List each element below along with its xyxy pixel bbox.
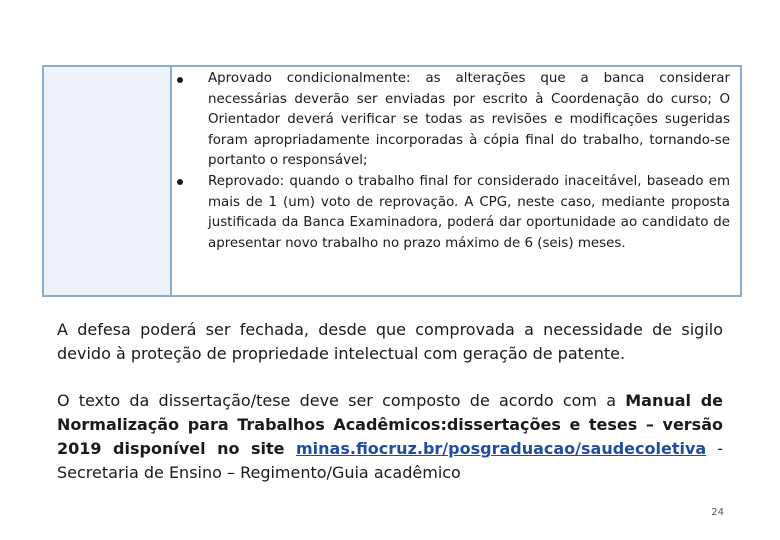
bullet-list (204, 69, 730, 254)
bullet-dot-icon (177, 77, 183, 83)
criteria-table (42, 65, 742, 297)
formatting-paragraph (57, 389, 723, 485)
page-number: 24 (711, 507, 724, 518)
site-link[interactable]: minas.fiocruz.br/posgraduacao/saudecoletiva (296, 439, 707, 458)
paragraph-outro: - Secretaria de Ensino – Regimento/Guia acadêmico (57, 439, 723, 482)
bullet-text: Reprovado: quando o trabalho final for considerado inaceitável, baseado em mais de 1 (um) voto de reprovação. A CPG, neste caso, mediante proposta justificada da Banca Examinadora, poderá dar oportunidade ao candidato de apresentar novo trabalho no prazo máximo de 6 (seis) meses. (208, 173, 730, 251)
bullet-item-approved-conditionally (204, 69, 730, 172)
manual-reference: Manual de Normalização para Trabalhos Acadêmicos:dissertações e teses – versão 2019 disponível no site (57, 391, 723, 458)
bullet-dot-icon (177, 179, 183, 185)
paragraph-intro: O texto da dissertação/tese deve ser composto de acordo com a (57, 391, 626, 410)
closed-defense-paragraph: A defesa poderá ser fechada, desde que comprovada a necessidade de sigilo devido à proteção de propriedade intelectual com geração de patente. (57, 320, 723, 363)
bullet-text: Aprovado condicionalmente: as alterações que a banca considerar necessárias deverão ser enviadas por escrito à Coordenação do curso; O Orientador deverá verificar se todas as revisões e modificações sugeridas foram apropriadamente incorporadas à cópia final do trabalho, tornando‑se portanto o responsável; (208, 71, 730, 169)
bullet-item-rejected (204, 172, 730, 254)
table-left-cell (44, 67, 172, 295)
